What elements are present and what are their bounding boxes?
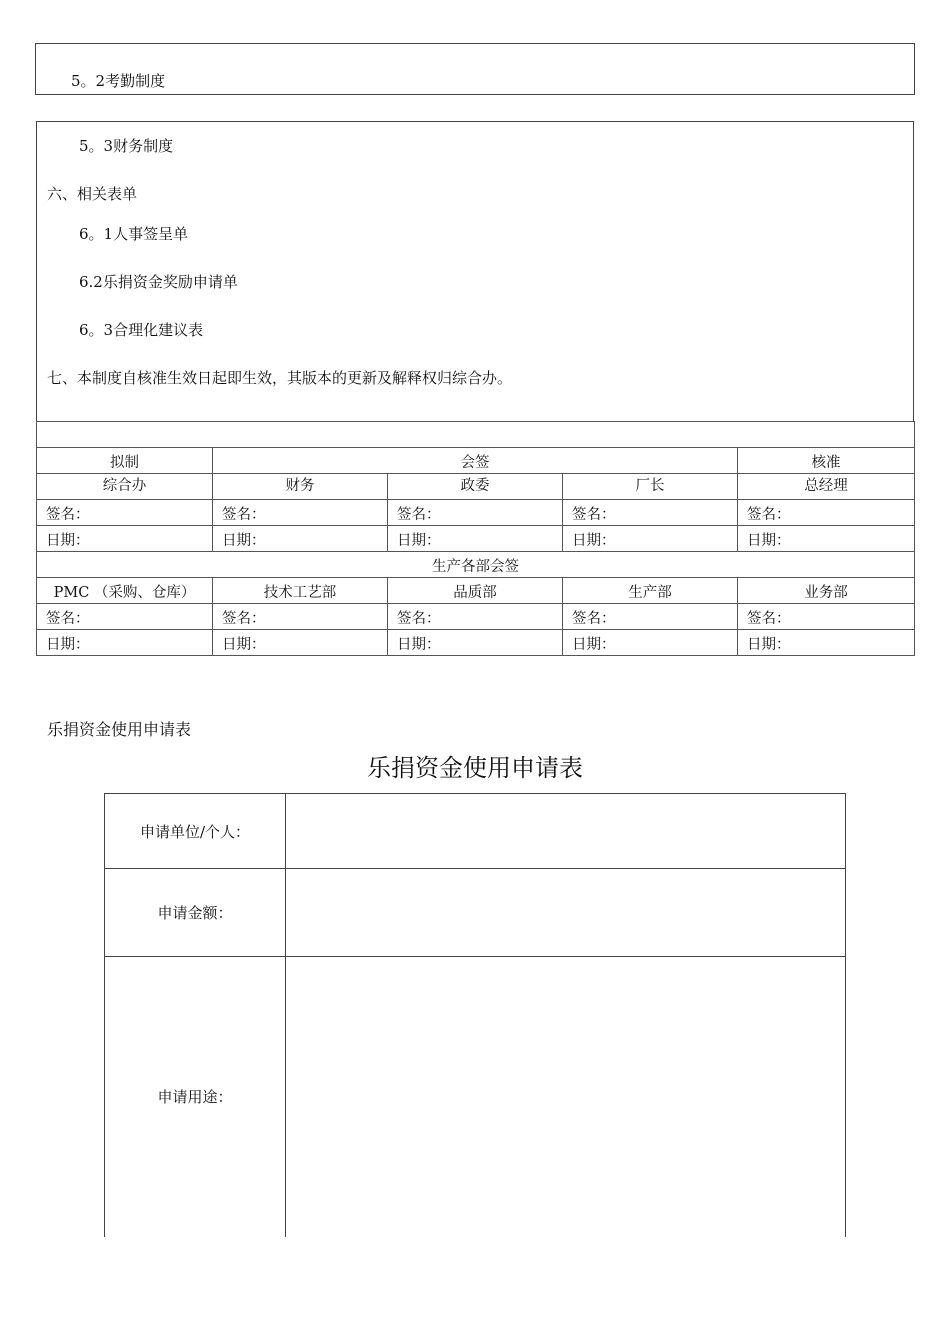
sign-field[interactable]: 签名：: [213, 604, 388, 630]
dept-cell: 品质部: [388, 578, 563, 604]
date-field[interactable]: 日期：: [738, 630, 915, 656]
date-field[interactable]: 日期：: [213, 630, 388, 656]
sign-field[interactable]: 签名：: [37, 500, 213, 526]
item-6-3: 6。3合理化建议表: [79, 321, 204, 339]
sign-field[interactable]: 签名：: [213, 500, 388, 526]
amount-label: 申请金额：: [105, 869, 286, 957]
dept-cell: 财务: [213, 474, 388, 500]
sign-field[interactable]: 签名：: [37, 604, 213, 630]
item-6-2: 6.2乐捐资金奖励申请单: [79, 273, 238, 291]
section-7-text: 七、本制度自核准生效日起即生效，其版本的更新及解释权归综合办。: [47, 369, 513, 387]
applicant-field[interactable]: [286, 794, 846, 869]
item-5-3: 5。3财务制度: [79, 137, 174, 155]
purpose-field[interactable]: [286, 957, 846, 1237]
dept-cell: 总经理: [738, 474, 915, 500]
date-field[interactable]: 日期：: [388, 630, 563, 656]
item-6-1: 6。1人事签呈单: [79, 225, 189, 243]
dept-cell: 业务部: [738, 578, 915, 604]
date-field[interactable]: 日期：: [563, 526, 738, 552]
date-field[interactable]: 日期：: [213, 526, 388, 552]
draft-header: 拟制: [37, 448, 213, 474]
date-field[interactable]: 日期：: [37, 526, 213, 552]
date-field[interactable]: 日期：: [37, 630, 213, 656]
form-title: 乐捐资金使用申请表: [367, 754, 583, 782]
application-form: [104, 793, 846, 1237]
purpose-label: 申请用途：: [105, 957, 286, 1237]
section-6-heading: 六、相关表单: [47, 185, 138, 203]
item-5-2: 5。2考勤制度: [71, 72, 166, 90]
dept-cell: PMC （采购、仓库）: [37, 578, 213, 604]
countersign-header: 会签: [213, 448, 738, 474]
date-field[interactable]: 日期：: [563, 630, 738, 656]
sign-field[interactable]: 签名：: [563, 604, 738, 630]
sign-field[interactable]: 签名：: [738, 500, 915, 526]
date-field[interactable]: 日期：: [388, 526, 563, 552]
signature-table: [36, 421, 915, 656]
dept-cell: 综合办: [37, 474, 213, 500]
sign-field[interactable]: 签名：: [388, 500, 563, 526]
section-5-2-box: [35, 43, 915, 95]
form-caption: 乐捐资金使用申请表: [47, 720, 192, 739]
applicant-label: 申请单位/个人：: [105, 794, 286, 869]
sign-field[interactable]: 签名：: [738, 604, 915, 630]
sign-field[interactable]: 签名：: [388, 604, 563, 630]
dept-cell: 厂长: [563, 474, 738, 500]
dept-cell: 技术工艺部: [213, 578, 388, 604]
approve-header: 核准: [738, 448, 915, 474]
dept-cell: 政委: [388, 474, 563, 500]
amount-field[interactable]: [286, 869, 846, 957]
dept-cell: 生产部: [563, 578, 738, 604]
blank-row: [37, 422, 915, 448]
date-field[interactable]: 日期：: [738, 526, 915, 552]
prod-countersign-header: 生产各部会签: [37, 552, 915, 578]
sign-field[interactable]: 签名：: [563, 500, 738, 526]
